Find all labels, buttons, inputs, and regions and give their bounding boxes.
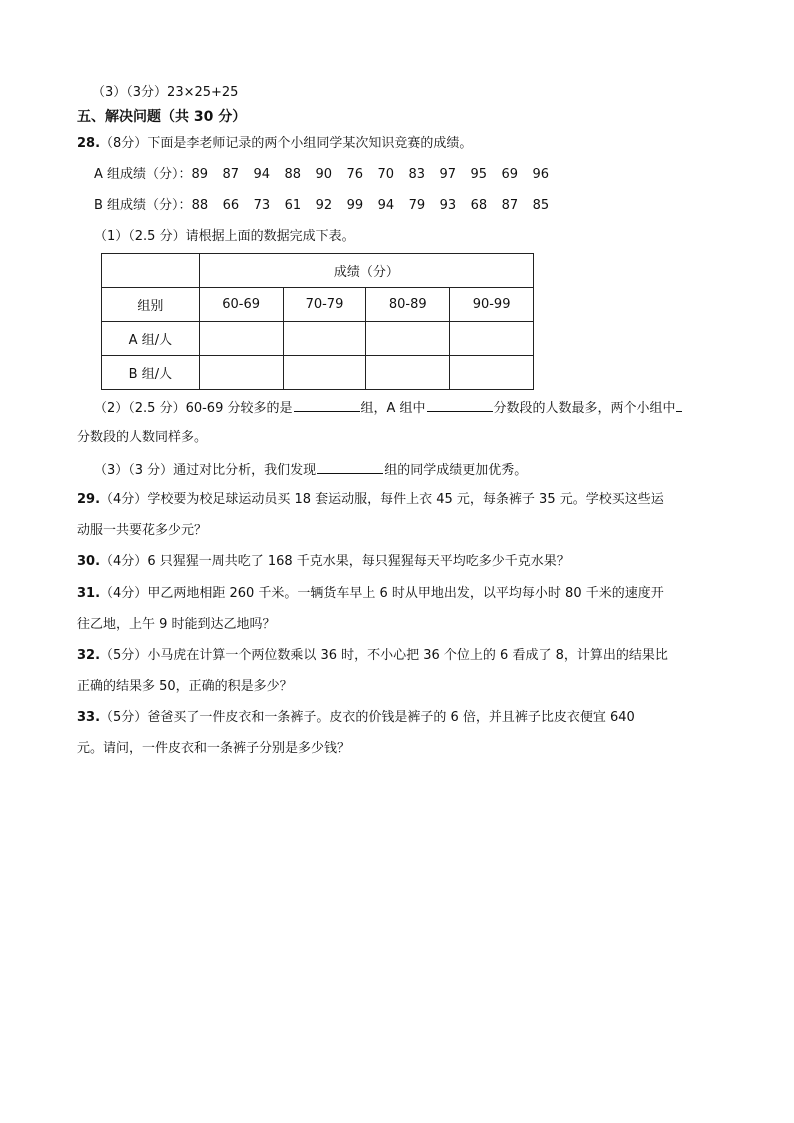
table-range-header: 60-69 <box>199 288 283 322</box>
q29-text: 学校要为校足球运动员买 18 套运动服，每件上衣 45 元，每条裤子 35 元。学校买这些运 <box>147 492 664 507</box>
b-score: 87 <box>501 198 519 213</box>
answer-cell[interactable] <box>283 322 366 356</box>
a-score: 97 <box>439 167 457 182</box>
q30-points: （4分） <box>100 554 148 569</box>
table-range-header: 90-99 <box>450 288 534 322</box>
a-score: 70 <box>377 167 395 182</box>
q33-number: 33. <box>77 710 101 725</box>
q32-line1 <box>77 647 668 665</box>
q28-score-table <box>101 253 534 390</box>
answer-cell[interactable] <box>366 322 450 356</box>
a-score: 83 <box>408 167 426 182</box>
b-score: 61 <box>284 198 302 213</box>
q28-sub2-text: （2）（2.5 分）60-69 分较多的是 <box>94 401 293 416</box>
answer-blank[interactable] <box>294 398 360 412</box>
b-score: 85 <box>532 198 550 213</box>
q33-line1 <box>77 709 635 727</box>
answer-cell[interactable] <box>450 322 534 356</box>
q29-line2: 动服一共要花多少元？ <box>77 523 208 538</box>
q31-text: 甲乙两地相距 260 千米。一辆货车早上 6 时从甲地出发，以平均每小时 80 千米的速度开 <box>147 586 664 601</box>
q28-sub3-text: 组的同学成绩更加优秀。 <box>384 463 528 478</box>
q30-line1 <box>77 553 570 571</box>
q30-number: 30. <box>77 554 101 569</box>
b-score: 93 <box>439 198 457 213</box>
a-score: 95 <box>470 167 488 182</box>
q29-line1 <box>77 491 664 509</box>
answer-cell[interactable] <box>283 356 366 390</box>
a-score: 89 <box>191 167 209 182</box>
b-score: 79 <box>408 198 426 213</box>
a-score: 96 <box>532 167 550 182</box>
q32-number: 32. <box>77 648 101 663</box>
q28-stem <box>77 135 472 153</box>
q28-b-scores-line <box>94 197 564 215</box>
q31-points: （4分） <box>100 586 148 601</box>
q31-line2: 往乙地，上午 9 时能到达乙地吗？ <box>77 617 276 632</box>
b-score: 68 <box>470 198 488 213</box>
q28-sub2-continued: 分数段的人数同样多。 <box>77 430 208 445</box>
q32-points: （5分） <box>100 648 148 663</box>
q28-a-scores-line <box>94 166 564 184</box>
b-score: 88 <box>191 198 209 213</box>
q29-points: （4分） <box>100 492 148 507</box>
a-score: 88 <box>284 167 302 182</box>
table-row-header-a: A 组/人 <box>102 322 200 356</box>
a-score: 87 <box>222 167 240 182</box>
q33-text: 爸爸买了一件皮衣和一条裤子。皮衣的价钱是裤子的 6 倍，并且裤子比皮衣便宜 640 <box>147 710 635 725</box>
table-range-header: 70-79 <box>283 288 366 322</box>
q30-text: 6 只猩猩一周共吃了 168 千克水果，每只猩猩每天平均吃多少千克水果？ <box>147 554 570 569</box>
q28-points: （8分） <box>100 136 148 151</box>
answer-cell[interactable] <box>199 356 283 390</box>
q28-sub3-text: （3）（3 分）通过对比分析，我们发现 <box>94 463 317 478</box>
table-row-label: 组别 <box>102 288 200 322</box>
b-score: 73 <box>253 198 271 213</box>
b-score: 99 <box>346 198 364 213</box>
table-range-header: 80-89 <box>366 288 450 322</box>
b-score: 92 <box>315 198 333 213</box>
a-score: 90 <box>315 167 333 182</box>
answer-cell[interactable] <box>450 356 534 390</box>
a-score: 94 <box>253 167 271 182</box>
answer-blank[interactable] <box>676 398 682 412</box>
b-score: 94 <box>377 198 395 213</box>
q28-number: 28. <box>77 136 101 151</box>
q28-intro: 下面是李老师记录的两个小组同学某次知识竞赛的成绩。 <box>147 136 473 151</box>
b-score: 66 <box>222 198 240 213</box>
q28-a-label: A 组成绩（分）： <box>94 167 192 182</box>
section-title: 五、解决问题（共 30 分） <box>77 109 247 125</box>
q28-sub3 <box>94 460 527 480</box>
prev-question-item: （3）（3分）23×25+25 <box>92 85 239 100</box>
q28-sub2-text: 分数段的人数最多，两个小组中 <box>493 401 676 416</box>
q28-b-label: B 组成绩（分）： <box>94 198 192 213</box>
q32-line2: 正确的结果多 50，正确的积是多少？ <box>77 679 293 694</box>
answer-cell[interactable] <box>366 356 450 390</box>
table-corner-cell <box>102 254 200 288</box>
q28-sub1: （1）（2.5 分）请根据上面的数据完成下表。 <box>94 229 355 244</box>
a-score: 76 <box>346 167 364 182</box>
answer-blank[interactable] <box>317 460 383 474</box>
q28-sub2 <box>94 398 682 418</box>
table-header-group: 成绩（分） <box>199 254 533 288</box>
answer-blank[interactable] <box>427 398 493 412</box>
table-row <box>102 322 534 356</box>
table-row <box>102 356 534 390</box>
q33-line2: 元。请问，一件皮衣和一条裤子分别是多少钱？ <box>77 741 351 756</box>
q29-number: 29. <box>77 492 101 507</box>
a-score: 69 <box>501 167 519 182</box>
q31-number: 31. <box>77 586 101 601</box>
q31-line1 <box>77 585 664 603</box>
table-row-header-b: B 组/人 <box>102 356 200 390</box>
q32-text: 小马虎在计算一个两位数乘以 36 时，不小心把 36 个位上的 6 看成了 8，计算出的结果比 <box>147 648 668 663</box>
answer-cell[interactable] <box>199 322 283 356</box>
q33-points: （5分） <box>100 710 148 725</box>
q28-sub2-text: 组，A 组中 <box>360 401 426 416</box>
